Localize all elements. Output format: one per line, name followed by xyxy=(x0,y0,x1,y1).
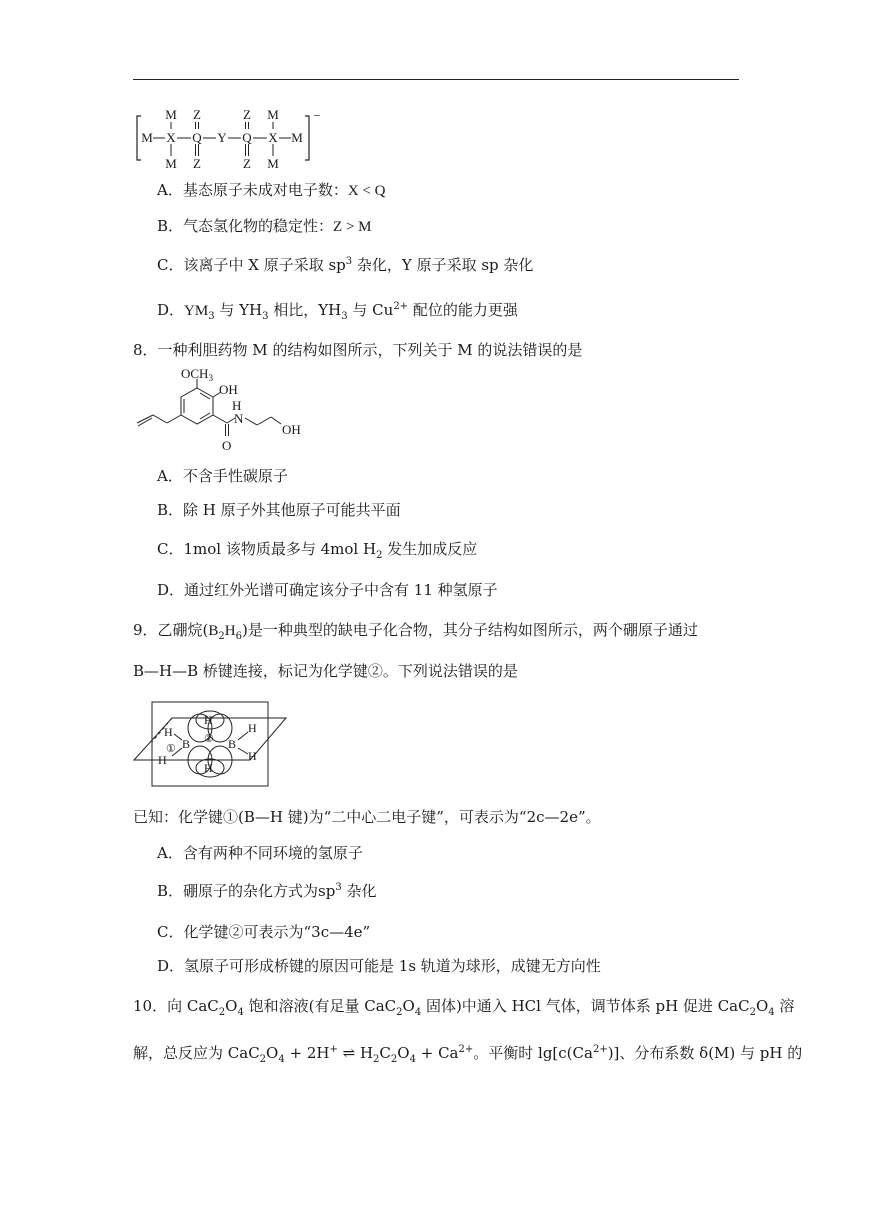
q7-option-b[interactable] xyxy=(157,216,372,237)
atom-h-terminal-4: H xyxy=(248,749,257,763)
q9-option-d[interactable]: D．氢原子可形成桥键的原因可能是 1s 轨道为球形，成键无方向性 xyxy=(157,957,601,975)
q10-l1-s2: 4 xyxy=(237,1007,244,1018)
ion-structure-diagram xyxy=(133,104,333,172)
q7-option-b-formula: Z > M xyxy=(333,219,372,235)
q7-option-b-text: B．气态氢化物的稳定性： xyxy=(157,217,334,235)
group-och3: $OCH_3$ xyxy=(181,366,213,383)
q7-option-d[interactable] xyxy=(157,300,518,321)
q7-option-d-text4: 配位的能力更强 xyxy=(408,301,518,319)
q10-l1-b: O xyxy=(225,997,238,1015)
atom-q-left: Q xyxy=(192,130,202,145)
atom-z-bot2: Z xyxy=(243,156,251,171)
q10-l1-f: O xyxy=(755,997,769,1015)
q8-option-c[interactable] xyxy=(157,539,477,559)
q8-stem: 8．一种利胆药物 M 的结构如图所示，下列关于 M 的说法错误的是 xyxy=(133,341,583,359)
group-oh-alcohol: OH xyxy=(282,422,301,437)
q7-option-d-text3: 与 Cu xyxy=(347,301,394,319)
q10-l2-sup1: + xyxy=(329,1044,338,1055)
q9-option-a[interactable]: A．含有两种不同环境的氢原子 xyxy=(157,844,363,862)
q9-stem-s1: 2 xyxy=(218,631,225,642)
q10-l2-s3: 2 xyxy=(373,1054,380,1065)
q9-stem-c: H xyxy=(224,623,236,639)
atom-h-bridge-bottom: H xyxy=(204,761,213,775)
q10-l2-d: ⇌ H xyxy=(337,1044,374,1062)
q7-option-c-sup: 3 xyxy=(345,256,353,267)
q10-l2-s2: 4 xyxy=(278,1054,285,1065)
q10-l1-s6: 4 xyxy=(768,1007,775,1018)
q9-option-b-text: B．硼原子的杂化方式为sp xyxy=(157,882,336,900)
atom-h-amide: H xyxy=(232,398,242,413)
drug-m-structure-diagram xyxy=(133,366,308,458)
atom-z-top2: Z xyxy=(243,107,251,122)
q8-option-c-text: C．1mol 该物质最多与 4mol H xyxy=(157,540,377,558)
atom-h-terminal-2: H xyxy=(158,753,167,767)
q7-option-d-text2: 相比，YH xyxy=(268,301,342,319)
q10-l1-s5: 2 xyxy=(749,1007,756,1018)
atom-n-amide: N xyxy=(234,411,244,426)
atom-h-bridge-top: H xyxy=(204,713,213,727)
q10-l1-a: 10．向 CaC xyxy=(133,997,219,1015)
group-oh-phenol: OH xyxy=(219,382,238,397)
ion-charge: − xyxy=(313,108,321,123)
q8-option-d[interactable]: D．通过红外光谱可确定该分子中含有 11 种氢原子 xyxy=(157,581,498,599)
q9-option-c[interactable]: C．化学键②可表示为“3c—4e” xyxy=(157,923,371,941)
atom-m-right: M xyxy=(291,130,303,145)
q10-l2-i: )]、分布系数 δ(M) 与 pH 的 xyxy=(607,1044,803,1062)
q10-l1-e: 固体)中通入 HCl 气体，调节体系 pH 促进 CaC xyxy=(421,997,750,1015)
q7-option-a-formula: X < Q xyxy=(347,183,386,199)
q8-option-c-text2: 发生加成反应 xyxy=(382,540,478,558)
q10-l2-a: 解，总反应为 CaC xyxy=(133,1044,260,1062)
q10-l2-h: 。平衡时 lg[c(Ca xyxy=(473,1044,593,1062)
atom-m-bot2: M xyxy=(267,156,279,171)
q10-l2-b: O xyxy=(266,1044,279,1062)
q8-option-c-sub: 2 xyxy=(376,550,383,561)
atom-h-terminal-1: H xyxy=(164,725,173,739)
q10-l2-s4: 2 xyxy=(390,1054,398,1065)
atom-m-top1: M xyxy=(165,107,177,122)
atom-z-top1: Z xyxy=(193,107,201,122)
q10-l2-s5: 4 xyxy=(409,1054,416,1065)
q10-l1-s4: 4 xyxy=(414,1007,422,1018)
atom-m-top2: M xyxy=(267,107,279,122)
atom-h-terminal-3: H xyxy=(248,721,257,735)
q10-l1-g: 溶 xyxy=(774,997,795,1015)
q7-option-a[interactable] xyxy=(157,180,385,201)
bond-label-1: ① xyxy=(166,743,176,755)
q8-option-b[interactable]: B．除 H 原子外其他原子可能共平面 xyxy=(157,501,401,519)
atom-x-left: X xyxy=(166,130,176,145)
atom-z-bot1: Z xyxy=(193,156,201,171)
q10-l2-s1: 2 xyxy=(259,1054,267,1065)
q10-l2-e: C xyxy=(379,1044,391,1062)
q10-l1-s3: 2 xyxy=(396,1007,403,1018)
q10-stem-line2 xyxy=(133,1043,802,1063)
q9-option-b-sup: 3 xyxy=(335,882,342,893)
q10-l2-f: O xyxy=(397,1044,410,1062)
q7-option-d-text1: 与 YH xyxy=(214,301,263,319)
q7-option-d-sub3: 3 xyxy=(341,311,348,322)
q7-option-a-text: A．基态原子未成对电子数： xyxy=(157,181,348,199)
q10-stem-line1 xyxy=(133,996,794,1016)
q7-option-d-label: D． xyxy=(157,301,185,319)
q7-option-c-text: C．该离子中 X 原子采取 sp xyxy=(157,256,346,274)
atom-o-carbonyl: O xyxy=(222,438,232,453)
q7-option-d-sub1: 3 xyxy=(208,311,215,322)
q9-option-b[interactable] xyxy=(157,881,376,901)
diborane-structure-diagram xyxy=(130,698,290,790)
q10-l1-c: 饱和溶液(有足量 CaC xyxy=(243,997,397,1015)
q10-l1-s1: 2 xyxy=(218,1007,226,1018)
header-rule xyxy=(133,79,739,80)
q9-stem-b: B xyxy=(208,623,219,639)
q9-known: 已知：化学键①(B—H 键)为“二中心二电子键”，可表示为“2c—2e”。 xyxy=(133,808,601,826)
q9-stem-line1 xyxy=(133,620,698,641)
q9-stem-s2: 6 xyxy=(235,631,243,642)
q10-l2-sup2: 2+ xyxy=(458,1044,474,1055)
q9-option-b-text2: 杂化 xyxy=(341,882,377,900)
q7-option-d-sub2: 3 xyxy=(262,311,269,322)
q10-l2-c: + 2H xyxy=(284,1044,330,1062)
q7-option-c-text2: 杂化，Y 原子采取 sp 杂化 xyxy=(352,256,534,274)
atom-x-right: X xyxy=(268,130,278,145)
q9-stem-line2: B—H—B 桥键连接，标记为化学键②。下列说法错误的是 xyxy=(133,662,518,680)
atom-b-right: B xyxy=(228,737,237,751)
atom-m-bot1: M xyxy=(165,156,177,171)
atom-q-right: Q xyxy=(242,130,252,145)
q10-l2-sup3: 2+ xyxy=(592,1044,608,1055)
q7-option-d-sup: 2+ xyxy=(393,301,409,312)
q7-option-d-ym3: YM xyxy=(184,303,209,319)
atom-y: Y xyxy=(217,130,227,145)
bond-label-2: ② xyxy=(204,733,214,745)
q8-option-a[interactable]: A．不含手性碳原子 xyxy=(157,467,288,485)
q10-l2-g: + Ca xyxy=(415,1044,459,1062)
q10-l1-d: O xyxy=(402,997,415,1015)
q9-stem-d: )是一种典型的缺电子化合物，其分子结构如图所示，两个硼原子通过 xyxy=(242,621,698,639)
atom-b-left: B xyxy=(182,737,191,751)
q9-stem-a: 9．乙硼烷( xyxy=(133,621,209,639)
atom-m-left: M xyxy=(141,130,153,145)
q7-option-c[interactable] xyxy=(157,255,533,275)
